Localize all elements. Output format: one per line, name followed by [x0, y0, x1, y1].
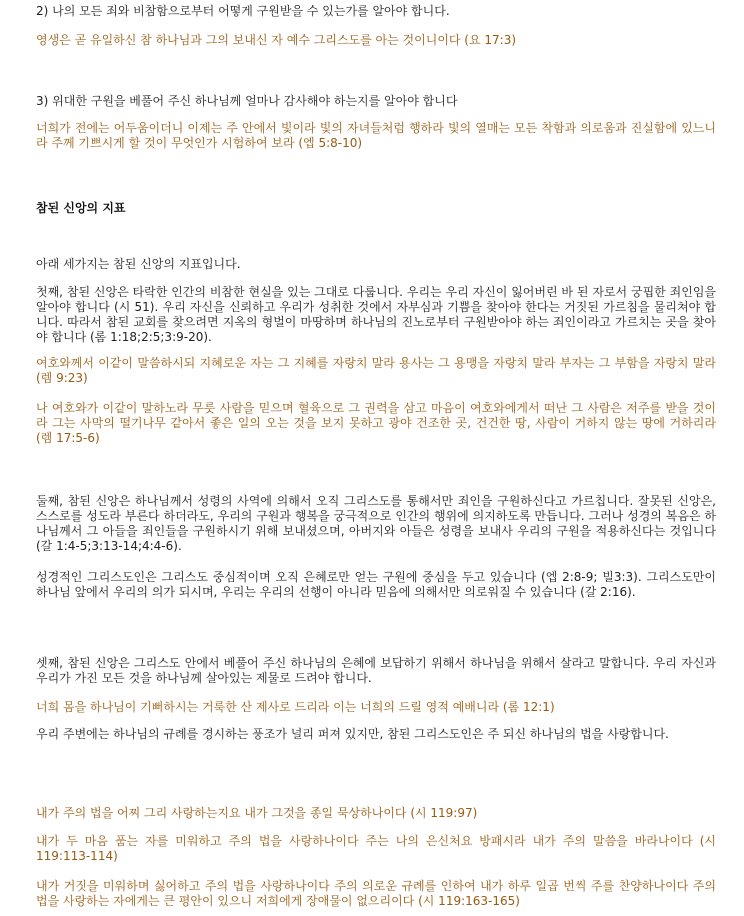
verse-john-17-3: 영생은 곧 유일하신 참 하나님과 그의 보내신 자 예수 그리스도를 아는 것이니이다 (요 17:3) — [36, 33, 517, 47]
question-2: 2) 나의 모든 죄와 비참함으로부터 어떻게 구원받을 수 있는가를 알아야 합니다. — [36, 4, 450, 18]
verse-ps-119-113: 내가 두 마음 품는 자를 미워하고 주의 법을 사랑하나이다 주는 나의 은신처요 방패시라 내가 주의 말씀을 바라나이다 (시 119:113-114) — [36, 834, 716, 863]
third-point-continued: 우리 주변에는 하나님의 규례를 경시하는 풍조가 널리 퍼져 있지만, 참된 그리스도인은 주 되신 하나님의 법을 사랑합니다. — [36, 727, 669, 741]
first-point-paragraph: 첫째, 참된 신앙은 타락한 인간의 비참한 현실을 있는 그대로 다룹니다. 우리는 우리 자신이 잃어버린 바 된 자로서 궁핍한 죄인임을 알아야 합니다 (시 51). 우리 자신을 신뢰하고 우리가 성취한 것에서 자부심과 기쁨을 찾아야 한다는 거짓된 가르침을 물리쳐야 합니다. 따라서 참된 교회를 찾으려면 지옥의 형벌이 마땅하며 하나님의 진노로부터 구원받아야 하는 죄인이라고 가르치는 곳을 찾아야 합니다 (롬 1:18;2:5;3:9-20). — [36, 285, 716, 344]
second-point-continued: 성경적인 그리스도인은 그리스도 중심적이며 오직 은혜로만 얻는 구원에 중심을 두고 있습니다 (엡 2:8-9; 빌3:3). 그리스도만이 하나님 앞에서 우리의 의가 되시며, 우리는 우리의 선행이 아니라 믿음에 의해서만 의로워질 수 있습니다 (갈 2:16). — [36, 570, 716, 599]
verse-ps-119-163: 내가 거짓을 미워하며 싫어하고 주의 법을 사랑하나이다 주의 의로운 규례를 인하여 내가 하루 일곱 번씩 주를 찬양하나이다 주의 법을 사랑하는 자에게는 큰 평안이 있으니 저희에게 장애물이 없으리이다 (시 119:163-165) — [36, 879, 716, 908]
second-point-paragraph: 둘째, 참된 신앙은 하나님께서 성령의 사역에 의해서 오직 그리스도를 통해서만 죄인을 구원하신다고 가르칩니다. 잘못된 신앙은, 스스로를 성도라 부른다 하더라도, 우리의 구원과 행복을 궁극적으로 인간의 행위에 의지하도록 만듭니다. 그러나 성경의 복음은 하나님께서 그 아들을 죄인들을 구원하시기 위해 보내셨으며, 아버지와 아들은 성령을 보내사 우리의 구원을 적용하신다는 것입니다 (갈 1:4-5;3:13-14;4:4-6). — [36, 494, 716, 553]
section-heading: 참된 신앙의 지표 — [36, 201, 126, 215]
verse-eph-5-8: 너희가 전에는 어두움이더니 이제는 주 안에서 빛이라 빛의 자녀들처럼 행하라 빛의 열매는 모든 착함과 의로움과 진실함에 있느니라 주께 기쁘시게 할 것이 무엇인가 시험하여 보라 (엡 5:8-10) — [36, 121, 716, 150]
verse-jer-17-5: 나 여호와가 이같이 말하노라 무릇 사람을 믿으며 혈육으로 그 권력을 삼고 마음이 여호와에게서 떠난 그 사람은 저주를 받을 것이라 그는 사막의 떨기나무 같아서 좋은 일의 오는 것을 보지 못하고 광야 건조한 곳, 건건한 땅, 사람이 거하지 않는 땅에 거하리라 (렘 17:5-6) — [36, 401, 716, 445]
verse-ps-119-97: 내가 주의 법을 어찌 그리 사랑하는지요 내가 그것을 종일 묵상하나이다 (시 119:97) — [36, 806, 478, 820]
verse-jer-9-23: 여호와께서 이같이 말씀하시되 지혜로운 자는 그 지혜를 자랑치 말라 용사는 그 용맹을 자랑치 말라 부자는 그 부함을 자랑치 말라 (렘 9:23) — [36, 356, 716, 385]
intro-paragraph: 아래 세가지는 참된 신앙의 지표입니다. — [36, 257, 241, 271]
verse-rom-12-1: 너희 몸을 하나님이 기뻐하시는 거룩한 산 제사로 드리라 이는 너희의 드릴 영적 예배니라 (롬 12:1) — [36, 700, 555, 714]
question-3: 3) 위대한 구원을 베풀어 주신 하나님께 얼마나 감사해야 하는지를 알아야 합니다 — [36, 94, 458, 108]
third-point-paragraph: 셋째, 참된 신앙은 그리스도 안에서 베풀어 주신 하나님의 은혜에 보답하기 위해서 하나님을 위해서 살라고 말합니다. 우리 자신과 우리가 가진 모든 것을 하나님께 살아있는 제물로 드려야 합니다. — [36, 656, 716, 685]
